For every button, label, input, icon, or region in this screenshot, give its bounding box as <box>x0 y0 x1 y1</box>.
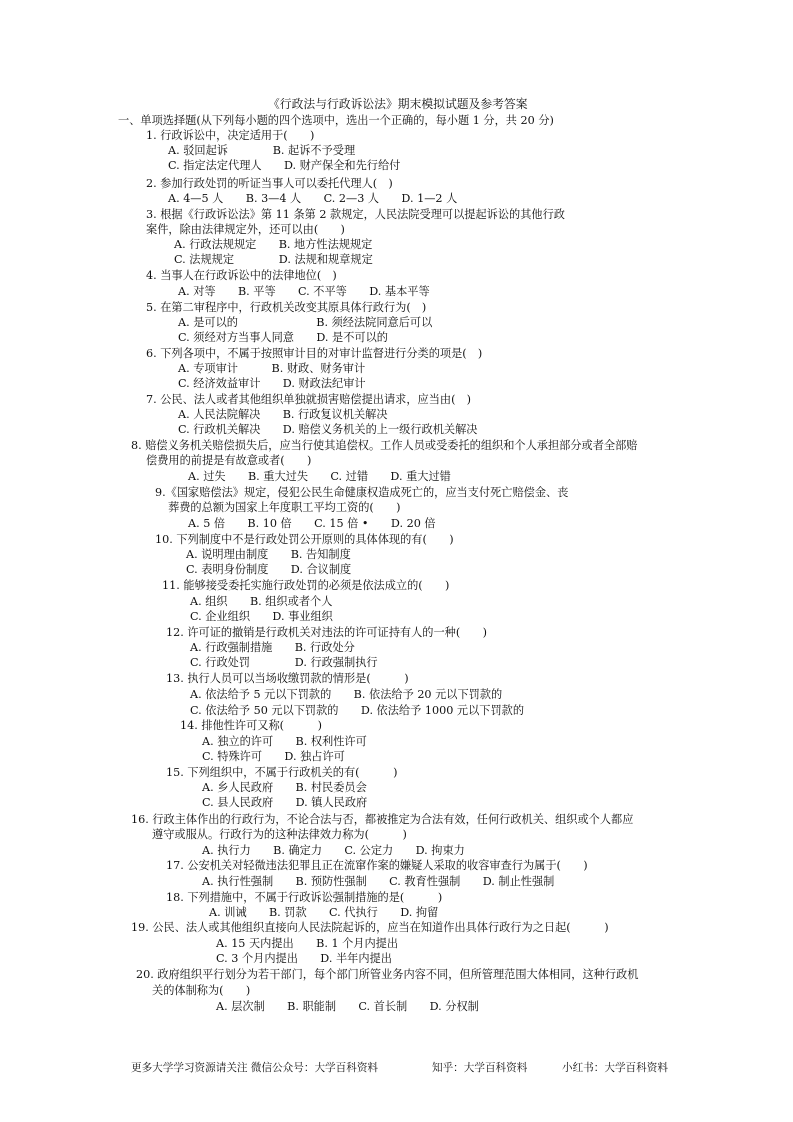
page-title: 《行政法与行政诉讼法》期末模拟试题及参考答案 <box>268 97 528 111</box>
question-4-options: A. 对等 B. 平等 C. 不平等 D. 基本平等 <box>178 285 430 298</box>
question-11-options-ab: A. 组织 B. 组织或者个人 <box>190 595 333 608</box>
question-1-stem: 1. 行政诉讼中，决定适用于( ) <box>146 129 315 142</box>
question-5-options-cd: C. 须经对方当事人同意 D. 是不可以的 <box>178 331 388 344</box>
question-1-options-ab: A. 驳回起诉 B. 起诉不予受理 <box>168 144 356 157</box>
question-20-stem-line2: 关的体制称为( ) <box>152 984 251 997</box>
question-1-options-cd: C. 指定法定代理人 D. 财产保全和先行给付 <box>168 159 401 172</box>
question-10-options-cd: C. 表明身份制度 D. 合议制度 <box>186 563 352 576</box>
question-12-stem: 12. 许可证的撤销是行政机关对违法的许可证持有人的一种( ) <box>166 626 487 639</box>
question-10-stem: 10. 下列制度中不是行政处罚公开原则的具体体现的有( ) <box>155 533 454 546</box>
question-14-stem: 14. 排他性许可又称( ) <box>180 719 322 732</box>
question-3-options-ab: A. 行政法规规定 B. 地方性法规规定 <box>174 238 373 251</box>
question-11-options-cd: C. 企业组织 D. 事业组织 <box>190 610 333 623</box>
question-20-options: A. 层次制 B. 职能制 C. 首长制 D. 分权制 <box>216 1000 479 1013</box>
question-15-options-cd: C. 县人民政府 D. 镇人民政府 <box>202 796 368 809</box>
question-4-stem: 4. 当事人在行政诉讼中的法律地位( ) <box>146 269 337 282</box>
question-3-options-cd: C. 法规规定 D. 法规和规章规定 <box>174 253 373 266</box>
question-3-stem-line1: 3. 根据《行政诉讼法》第 11 条第 2 款规定，人民法院受理可以提起诉讼的其他行政 <box>146 208 565 221</box>
question-6-stem: 6. 下列各项中，不属于按照审计目的对审计监督进行分类的项是( ) <box>146 347 483 360</box>
question-5-options-ab: A. 是可以的 B. 须经法院同意后可以 <box>178 316 433 329</box>
section-heading: 一、单项选择题(从下列每小题的四个选项中，选出一个正确的，每小题 1 分，共 20 分) <box>118 114 554 127</box>
question-2-stem: 2. 参加行政处罚的听证当事人可以委托代理人( ) <box>146 177 393 190</box>
question-14-options-ab: A. 独立的许可 B. 权利性许可 <box>202 735 367 748</box>
footer-xiaohongshu-note: 小红书：大学百科资料 <box>562 1062 668 1074</box>
question-12-options-cd: C. 行政处罚 D. 行政强制执行 <box>190 656 378 669</box>
question-16-stem-line1: 16. 行政主体作出的行政行为，不论合法与否，都被推定为合法有效，任何行政机关、组织或个人都应 <box>131 813 634 826</box>
question-18-stem: 18. 下列措施中，不属于行政诉讼强制措施的是( ) <box>166 891 443 904</box>
question-7-stem: 7. 公民、法人或者其他组织单独就损害赔偿提出请求，应当由( ) <box>146 393 472 406</box>
question-16-stem-line2: 遵守或服从。行政行为的这种法律效力称为( ) <box>152 828 407 841</box>
question-6-options-ab: A. 专项审计 B. 财政、财务审计 <box>178 362 366 375</box>
footer-wechat-note: 更多大学学习资源请关注 微信公众号：大学百科资料 <box>131 1062 379 1074</box>
question-6-options-cd: C. 经济效益审计 D. 财政法纪审计 <box>178 377 366 390</box>
question-7-options-ab: A. 人民法院解决 B. 行政复议机关解决 <box>178 408 388 421</box>
question-9-stem-line1: 9.《国家赔偿法》规定，侵犯公民生命健康权造成死亡的，应当支付死亡赔偿金、丧 <box>155 486 569 499</box>
question-19-options-ab: A. 15 天内提出 B. 1 个月内提出 <box>216 937 399 950</box>
question-19-options-cd: C. 3 个月内提出 D. 半年内提出 <box>216 952 392 965</box>
question-12-options-ab: A. 行政强制措施 B. 行政处分 <box>190 641 355 654</box>
question-10-options-ab: A. 说明理由制度 B. 告知制度 <box>186 548 351 561</box>
footer-zhihu-note: 知乎：大学百科资料 <box>432 1062 528 1074</box>
question-17-options: A. 执行性强制 B. 预防性强制 C. 教育性强制 D. 制止性强制 <box>202 875 555 888</box>
question-15-options-ab: A. 乡人民政府 B. 村民委员会 <box>202 781 367 794</box>
question-3-stem-line2: 案件，除由法律规定外，还可以由( ) <box>146 223 345 236</box>
question-14-options-cd: C. 特殊许可 D. 独占许可 <box>202 750 345 763</box>
question-13-stem: 13. 执行人员可以当场收缴罚款的情形是( ) <box>166 672 409 685</box>
question-11-stem: 11. 能够接受委托实施行政处罚的必须是依法成立的( ) <box>162 579 450 592</box>
question-5-stem: 5. 在第二审程序中，行政机关改变其原具体行政行为( ) <box>146 301 427 314</box>
question-13-options-ab: A. 依法给予 5 元以下罚款的 B. 依法给予 20 元以下罚款的 <box>190 688 503 701</box>
question-16-options: A. 执行力 B. 确定力 C. 公定力 D. 拘束力 <box>202 844 465 857</box>
question-15-stem: 15. 下列组织中，不属于行政机关的有( ) <box>166 766 398 779</box>
question-18-options: A. 训诫 B. 罚款 C. 代执行 D. 拘留 <box>209 906 439 919</box>
question-17-stem: 17. 公安机关对轻微违法犯罪且正在流窜作案的嫌疑人采取的收容审查行为属于( ) <box>166 859 588 872</box>
question-8-stem-line1: 8. 赔偿义务机关赔偿损失后，应当行使其追偿权。工作人员或受委托的组织和个人承担部分或者全部赔 <box>131 439 638 452</box>
question-20-stem-line1: 20. 政府组织平行划分为若干部门，每个部门所管业务内容不同，但所管理范围大体相同，这种行政机 <box>136 968 639 981</box>
question-8-stem-line2: 偿费用的前提是有故意或者( ) <box>146 454 312 467</box>
question-2-options: A. 4—5 人 B. 3—4 人 C. 2—3 人 D. 1—2 人 <box>168 192 458 205</box>
question-8-options: A. 过失 B. 重大过失 C. 过错 D. 重大过错 <box>188 470 451 483</box>
question-7-options-cd: C. 行政机关解决 D. 赔偿义务机关的上一级行政机关解决 <box>178 423 478 436</box>
question-9-stem-line2: 葬费的总额为国家上年度职工平均工资的( ) <box>168 501 401 514</box>
question-19-stem: 19. 公民、法人或其他组织直接向人民法院起诉的，应当在知道作出具体行政行为之日起( ) <box>131 921 609 934</box>
question-9-options: A. 5 倍 B. 10 倍 C. 15 倍 • D. 20 倍 <box>188 517 436 530</box>
question-13-options-cd: C. 依法给予 50 元以下罚款的 D. 依法给予 1000 元以下罚款的 <box>190 704 525 717</box>
